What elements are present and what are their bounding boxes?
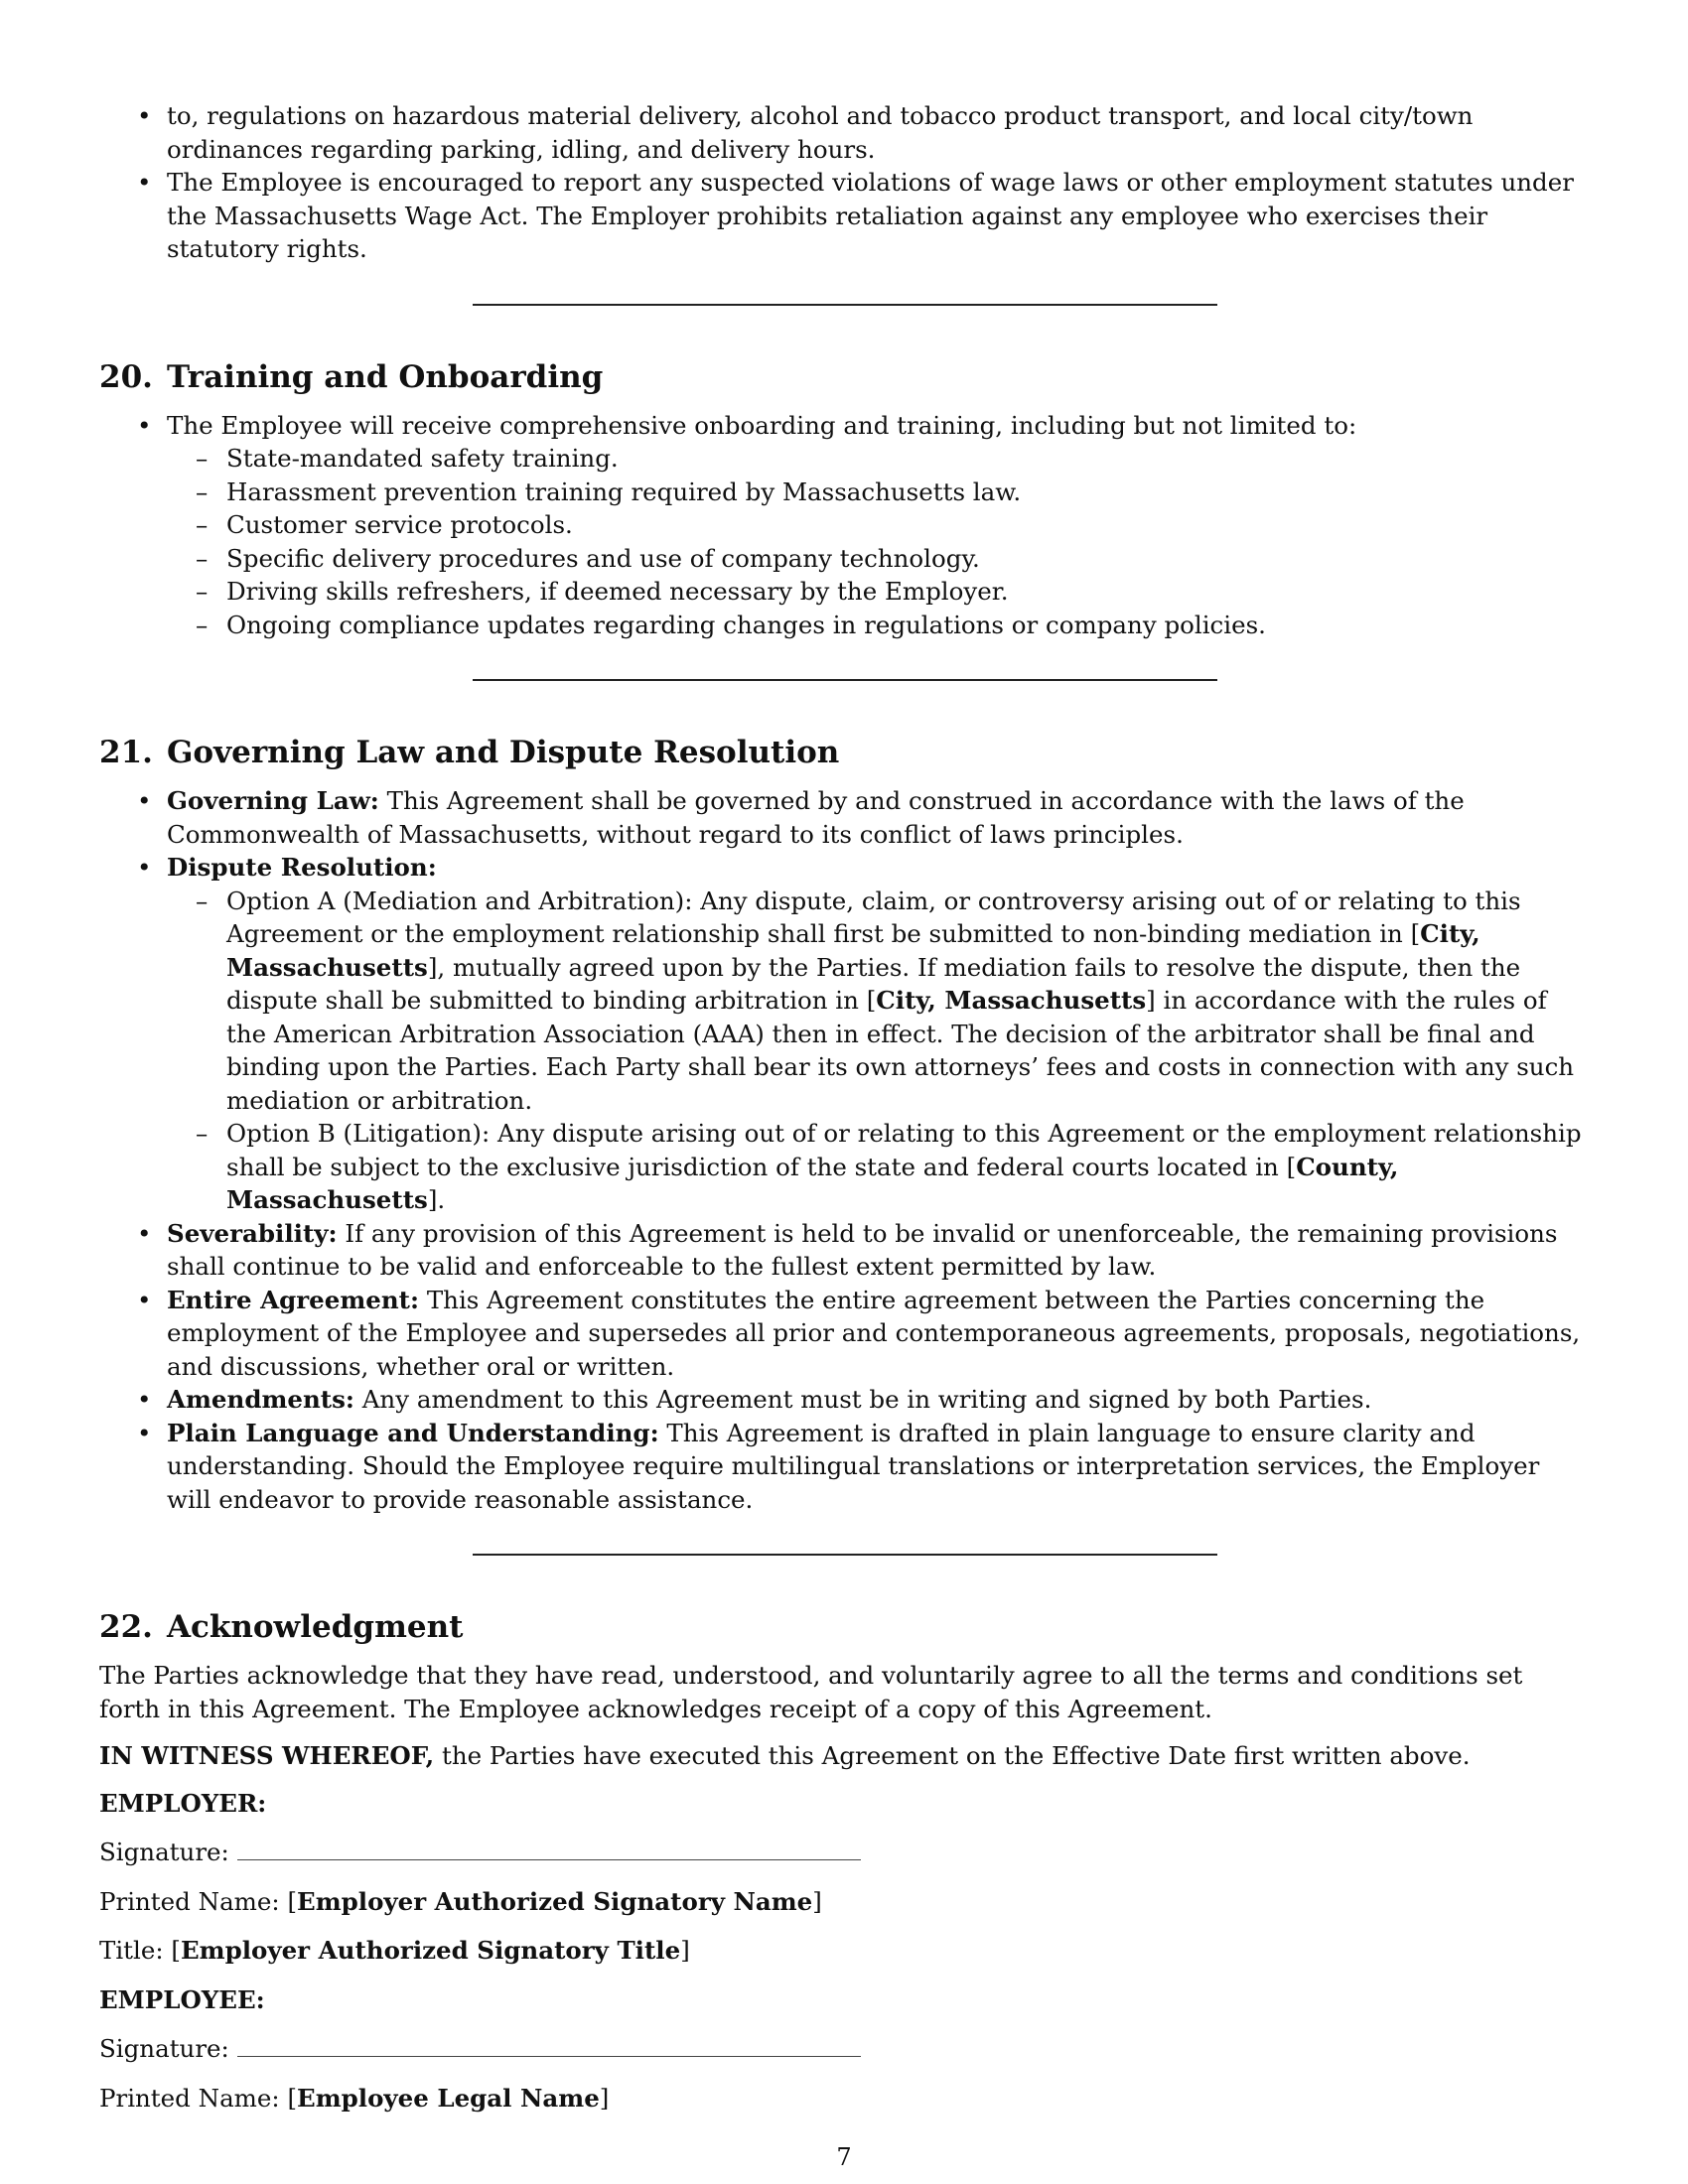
employer-title-value: Employer Authorized Signatory Title <box>180 1936 681 1965</box>
training-item: Ongoing compliance updates regarding changes in regulations or company policies. <box>226 610 1266 639</box>
employee-heading: EMPLOYEE: <box>99 1984 265 2014</box>
option-a-text: in accordance with the rules of the American Arbitration Association (AAA) then in effect. The decision of the arbitrator shall be final and binding upon the Parties. Each Party shall bear its own attorneys’ fees and costs in connection with any such mediation or arbitration. <box>226 986 1575 1115</box>
placeholder-city: City, Massachusetts <box>226 919 1480 982</box>
clause-label: Entire Agreement: <box>167 1285 420 1314</box>
list-item <box>99 409 1591 642</box>
section-20-heading <box>99 357 1591 397</box>
employee-printed-name-row <box>99 2082 1591 2116</box>
employer-heading: EMPLOYER: <box>99 1788 267 1818</box>
bracket: ] <box>427 1185 438 1214</box>
printed-name-label: Printed Name: <box>99 2083 280 2113</box>
clause-label: Plain Language and Understanding: <box>167 1418 659 1447</box>
bullet-text: to, regulations on hazardous material delivery, alcohol and tobacco product transport, and local city/town ordinances regarding parking, idling, and delivery hours. <box>167 101 1474 164</box>
list-item <box>167 508 1591 542</box>
section-20-list <box>99 409 1591 642</box>
training-item: Customer service protocols. <box>226 510 573 539</box>
bullet-text: The Employee is encouraged to report any suspected violations of wage laws or other employment statutes under the Massachusetts Wage Act. The Employer prohibits retaliation against any employee who exercises their statutory rights. <box>167 168 1574 263</box>
clause-label: Severability: <box>167 1218 338 1248</box>
employee-signature-line[interactable] <box>237 2034 861 2057</box>
section-divider <box>473 1554 1217 1556</box>
section-number: 22. <box>99 1609 153 1645</box>
bracket: ] <box>680 1936 690 1965</box>
employee-signature-row <box>99 2032 1591 2066</box>
bracket: [ <box>1410 919 1421 948</box>
list-item <box>99 99 1591 166</box>
bracket: ] <box>599 2083 610 2113</box>
option-a-text: Option A (Mediation and Arbitration): Any dispute, claim, or controversy arising out of or relating to this Agreement or the employment relationship shall first be submitted to non-binding mediation in <box>226 886 1521 948</box>
option-a-text: , mutually agreed upon by the Parties. If mediation fails to resolve the dispute, then the dispute shall be submitted to binding arbitration in <box>226 952 1521 1015</box>
employer-signature-row <box>99 1836 1591 1869</box>
placeholder-county: County, Massachusetts <box>226 1152 1399 1214</box>
clause-text: If any provision of this Agreement is held to be invalid or unenforceable, the remaining provisions shall continue to be valid and enforceable to the fullest extent permitted by law. <box>167 1218 1558 1281</box>
clause-label: Amendments: <box>167 1385 354 1414</box>
intro-bullet-list <box>99 99 1591 266</box>
clause-text: This Agreement shall be governed by and construed in accordance with the laws of the Commonwealth of Massachusetts, without regard to its conflict of laws principles. <box>167 786 1465 849</box>
list-item <box>99 166 1591 266</box>
bracket: [ <box>287 1886 298 1916</box>
training-item: Harassment prevention training required by Massachusetts law. <box>226 477 1022 506</box>
section-divider <box>473 679 1217 681</box>
section-21-heading <box>99 733 1591 772</box>
list-item <box>167 609 1591 642</box>
list-item <box>99 1383 1591 1417</box>
placeholder-city: City, Massachusetts <box>876 986 1147 1015</box>
bracket: [ <box>1286 1152 1297 1181</box>
clause-text: This Agreement constitutes the entire agreement between the Parties concerning the employment of the Employee and supersedes all prior and contemporaneous agreements, proposals, negotiations, and discussions, whether oral or written. <box>167 1285 1581 1381</box>
employer-title-row <box>99 1934 1591 1968</box>
witness-label: IN WITNESS WHEREOF, <box>99 1741 435 1770</box>
section-title: Training and Onboarding <box>166 358 604 395</box>
training-item: State-mandated safety training. <box>226 444 619 473</box>
section-title: Governing Law and Dispute Resolution <box>166 735 840 770</box>
section-number: 20. <box>99 358 153 395</box>
signature-label: Signature: <box>99 2034 229 2063</box>
list-item <box>167 885 1591 1118</box>
clause-label: Dispute Resolution: <box>167 853 437 882</box>
training-lead: The Employee will receive comprehensive onboarding and training, including but not limited to: <box>167 410 1357 440</box>
signature-label: Signature: <box>99 1838 229 1866</box>
list-item <box>99 784 1591 851</box>
section-number: 21. <box>99 735 153 770</box>
training-sublist <box>167 442 1591 641</box>
training-item: Specific delivery procedures and use of company technology. <box>226 543 980 573</box>
document-page <box>99 99 1591 2130</box>
section-title: Acknowledgment <box>166 1609 464 1645</box>
bracket: ] <box>812 1886 822 1916</box>
list-item <box>99 1217 1591 1284</box>
bracket: [ <box>866 986 877 1015</box>
list-item <box>167 542 1591 576</box>
employer-signature-line[interactable] <box>237 1838 861 1860</box>
dispute-options-list <box>167 885 1591 1217</box>
list-item <box>99 1417 1591 1517</box>
bracket: [ <box>287 2083 298 2113</box>
training-item: Driving skills refreshers, if deemed necessary by the Employer. <box>226 577 1009 606</box>
option-b-text: . <box>437 1185 446 1214</box>
list-item <box>167 476 1591 509</box>
option-b-text: Option B (Litigation): Any dispute arising out of or relating to this Agreement or the employment relationship shall be subject to the exclusive jurisdiction of the state and federal courts located in <box>226 1119 1582 1181</box>
page-number: 7 <box>836 2143 852 2171</box>
list-item <box>167 442 1591 476</box>
witness-text: the Parties have executed this Agreement on the Effective Date first written above. <box>434 1741 1471 1770</box>
acknowledgment-paragraph: The Parties acknowledge that they have read, understood, and voluntarily agree to all the terms and conditions set forth in this Agreement. The Employee acknowledges receipt of a copy of this Agreement. <box>99 1661 1523 1723</box>
bracket: ] <box>427 952 438 982</box>
section-21-list <box>99 784 1591 1516</box>
employer-printed-name-row <box>99 1885 1591 1919</box>
clause-text: This Agreement is drafted in plain language to ensure clarity and understanding. Should the Employee require multilingual translations or interpretation services, the Employer will endeavor to provide reasonable assistance. <box>167 1418 1540 1514</box>
printed-name-label: Printed Name: <box>99 1886 280 1916</box>
list-item <box>99 1284 1591 1384</box>
section-divider <box>473 304 1217 306</box>
witness-paragraph <box>99 1739 1591 1773</box>
list-item <box>167 1117 1591 1217</box>
employee-printed-name-value: Employee Legal Name <box>297 2083 600 2113</box>
clause-label: Governing Law: <box>167 786 379 815</box>
bracket: ] <box>1146 986 1156 1015</box>
title-label: Title: <box>99 1936 164 1965</box>
section-22-heading <box>99 1607 1591 1647</box>
bracket: [ <box>171 1936 181 1965</box>
employer-printed-name-value: Employer Authorized Signatory Name <box>297 1886 813 1916</box>
clause-text: Any amendment to this Agreement must be in writing and signed by both Parties. <box>353 1385 1372 1414</box>
list-item <box>167 575 1591 609</box>
list-item <box>99 851 1591 1217</box>
